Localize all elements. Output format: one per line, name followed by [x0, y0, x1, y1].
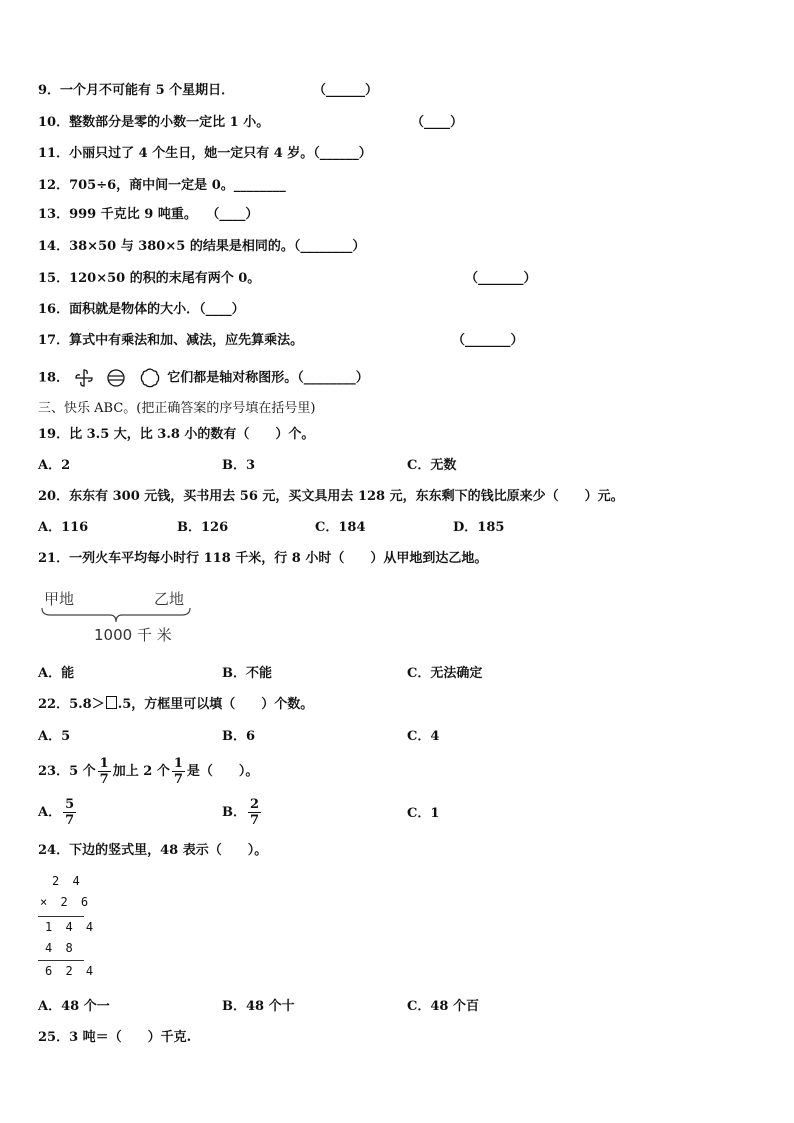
option-a[interactable]: [38, 797, 78, 829]
question-18: [38, 367, 369, 389]
question-text: 它们都是轴对称图形。: [167, 370, 298, 386]
question-text: 22．5.8＞: [38, 697, 105, 712]
denominator: 7: [173, 772, 183, 787]
answer-blank[interactable]: （________）: [297, 370, 369, 386]
fraction: [248, 797, 261, 828]
question-text: 10．整数部分是零的小数一定比 1 小。: [38, 115, 270, 130]
calc-line: 2 4: [52, 874, 83, 888]
question-9: [38, 82, 234, 100]
question-25: 25．3 吨＝（ ）千克.: [38, 1030, 192, 1045]
blank-text: （____）: [411, 115, 464, 130]
answer-blank[interactable]: ________: [233, 178, 286, 193]
numerator: 1: [99, 756, 109, 771]
question-text: 16．面积就是物体的大小．: [38, 302, 200, 317]
question-text: 加上 2 个: [112, 764, 170, 779]
square-box: [106, 696, 117, 709]
calc-line: 1 4 4: [45, 920, 97, 934]
option-c[interactable]: C．1: [407, 806, 440, 821]
question-23: [38, 756, 258, 788]
question-15: [38, 270, 260, 288]
option-a[interactable]: A．5: [38, 729, 71, 744]
question-text: 9．一个月不可能有 5 个星期日．: [38, 83, 235, 98]
question-text: 13．999 千克比 9 吨重。: [38, 207, 197, 222]
option-label: A．: [38, 805, 62, 820]
calc-line: 6 2 4: [45, 964, 97, 978]
answer-blank[interactable]: （____）: [199, 302, 245, 317]
calc-rule: [38, 960, 84, 961]
option-a[interactable]: A．能: [38, 666, 75, 681]
option-b[interactable]: B．6: [222, 729, 256, 744]
question-text: 23．5 个: [38, 764, 96, 779]
option-c[interactable]: C．48 个百: [407, 999, 479, 1014]
question-10: [38, 114, 269, 132]
option-b[interactable]: B．3: [222, 458, 256, 473]
question-22: [38, 696, 313, 714]
question-11: [38, 145, 372, 163]
calc-line: × 2 6: [40, 895, 92, 909]
option-b[interactable]: B．126: [177, 520, 229, 535]
question-text: 15．120×50 的积的末尾有两个 0。: [38, 271, 261, 286]
option-b[interactable]: B．不能: [222, 666, 272, 681]
answer-blank[interactable]: [452, 332, 524, 350]
blank-text: （_______）: [452, 333, 524, 348]
option-c[interactable]: C．184: [315, 520, 366, 535]
option-a[interactable]: A．48 个一: [38, 999, 110, 1014]
question-16: [38, 301, 245, 319]
scalloped-circle-icon: [139, 367, 161, 389]
fraction: [98, 756, 111, 787]
numerator: 2: [250, 797, 260, 812]
denominator: 7: [250, 813, 260, 828]
option-c[interactable]: C．4: [407, 729, 440, 744]
question-13: [38, 206, 258, 224]
question-19: 19．比 3.5 大，比 3.8 小的数有（ ）个。: [38, 427, 315, 442]
fraction: [172, 756, 185, 787]
denominator: 7: [99, 772, 109, 787]
question-20: 20．东东有 300 元钱，买书用去 56 元，买文具用去 128 元，东东剩下的钱比原来少（ ）元。: [38, 489, 624, 504]
question-text: 12．705÷6，商中间一定是 0。: [38, 178, 234, 193]
question-12: [38, 177, 286, 195]
question-text: .5，方框里可以填（ ）个数。: [117, 697, 314, 712]
option-b[interactable]: B．48 个十: [222, 999, 295, 1014]
denominator: 7: [65, 813, 75, 828]
numerator: 5: [65, 797, 75, 812]
answer-blank[interactable]: [313, 82, 378, 100]
question-14: [38, 238, 365, 256]
blank-text: （_______）: [465, 271, 537, 286]
answer-blank[interactable]: （______）: [313, 146, 372, 161]
question-text: 11．小丽只过了 4 个生日，她一定只有 4 岁。: [38, 146, 314, 161]
distance-start-label: 甲地: [44, 590, 75, 608]
question-text: 是（ ）。: [186, 764, 259, 779]
option-b[interactable]: [222, 797, 263, 829]
distance-label: 1000 千 米: [94, 626, 172, 644]
pinwheel-icon: [74, 368, 94, 388]
question-text: 17．算式中有乘法和加、减法，应先算乘法。: [38, 333, 304, 348]
question-24: 24．下边的竖式里，48 表示（ ）。: [38, 843, 268, 858]
calc-line: 4 8: [45, 941, 76, 955]
fraction: [63, 797, 76, 828]
question-17: [38, 332, 303, 350]
blank-text: （______）: [313, 83, 379, 98]
circle-lines-icon: [106, 368, 126, 388]
option-a[interactable]: A．2: [38, 458, 71, 473]
answer-blank[interactable]: （____）: [212, 207, 259, 222]
option-c[interactable]: C．无法确定: [407, 666, 483, 681]
answer-blank[interactable]: （________）: [293, 239, 366, 254]
question-text: 14．38×50 与 380×5 的结果是相同的。: [38, 239, 294, 254]
question-21: 21．一列火车平均每小时行 118 千米，行 8 小时（ ）从甲地到达乙地。: [38, 551, 488, 566]
option-label: B．: [222, 805, 246, 820]
distance-end-label: 乙地: [154, 590, 185, 608]
option-d[interactable]: D．185: [453, 520, 505, 535]
numerator: 1: [173, 756, 183, 771]
option-c[interactable]: C．无数: [407, 458, 457, 473]
option-a[interactable]: A．116: [38, 520, 89, 535]
question-number: 18．: [38, 370, 70, 386]
answer-blank[interactable]: [411, 114, 463, 132]
answer-blank[interactable]: [465, 270, 537, 288]
calc-rule: [38, 916, 84, 917]
section-heading: 三、快乐 ABC。(把正确答案的序号填在括号里): [38, 401, 316, 416]
